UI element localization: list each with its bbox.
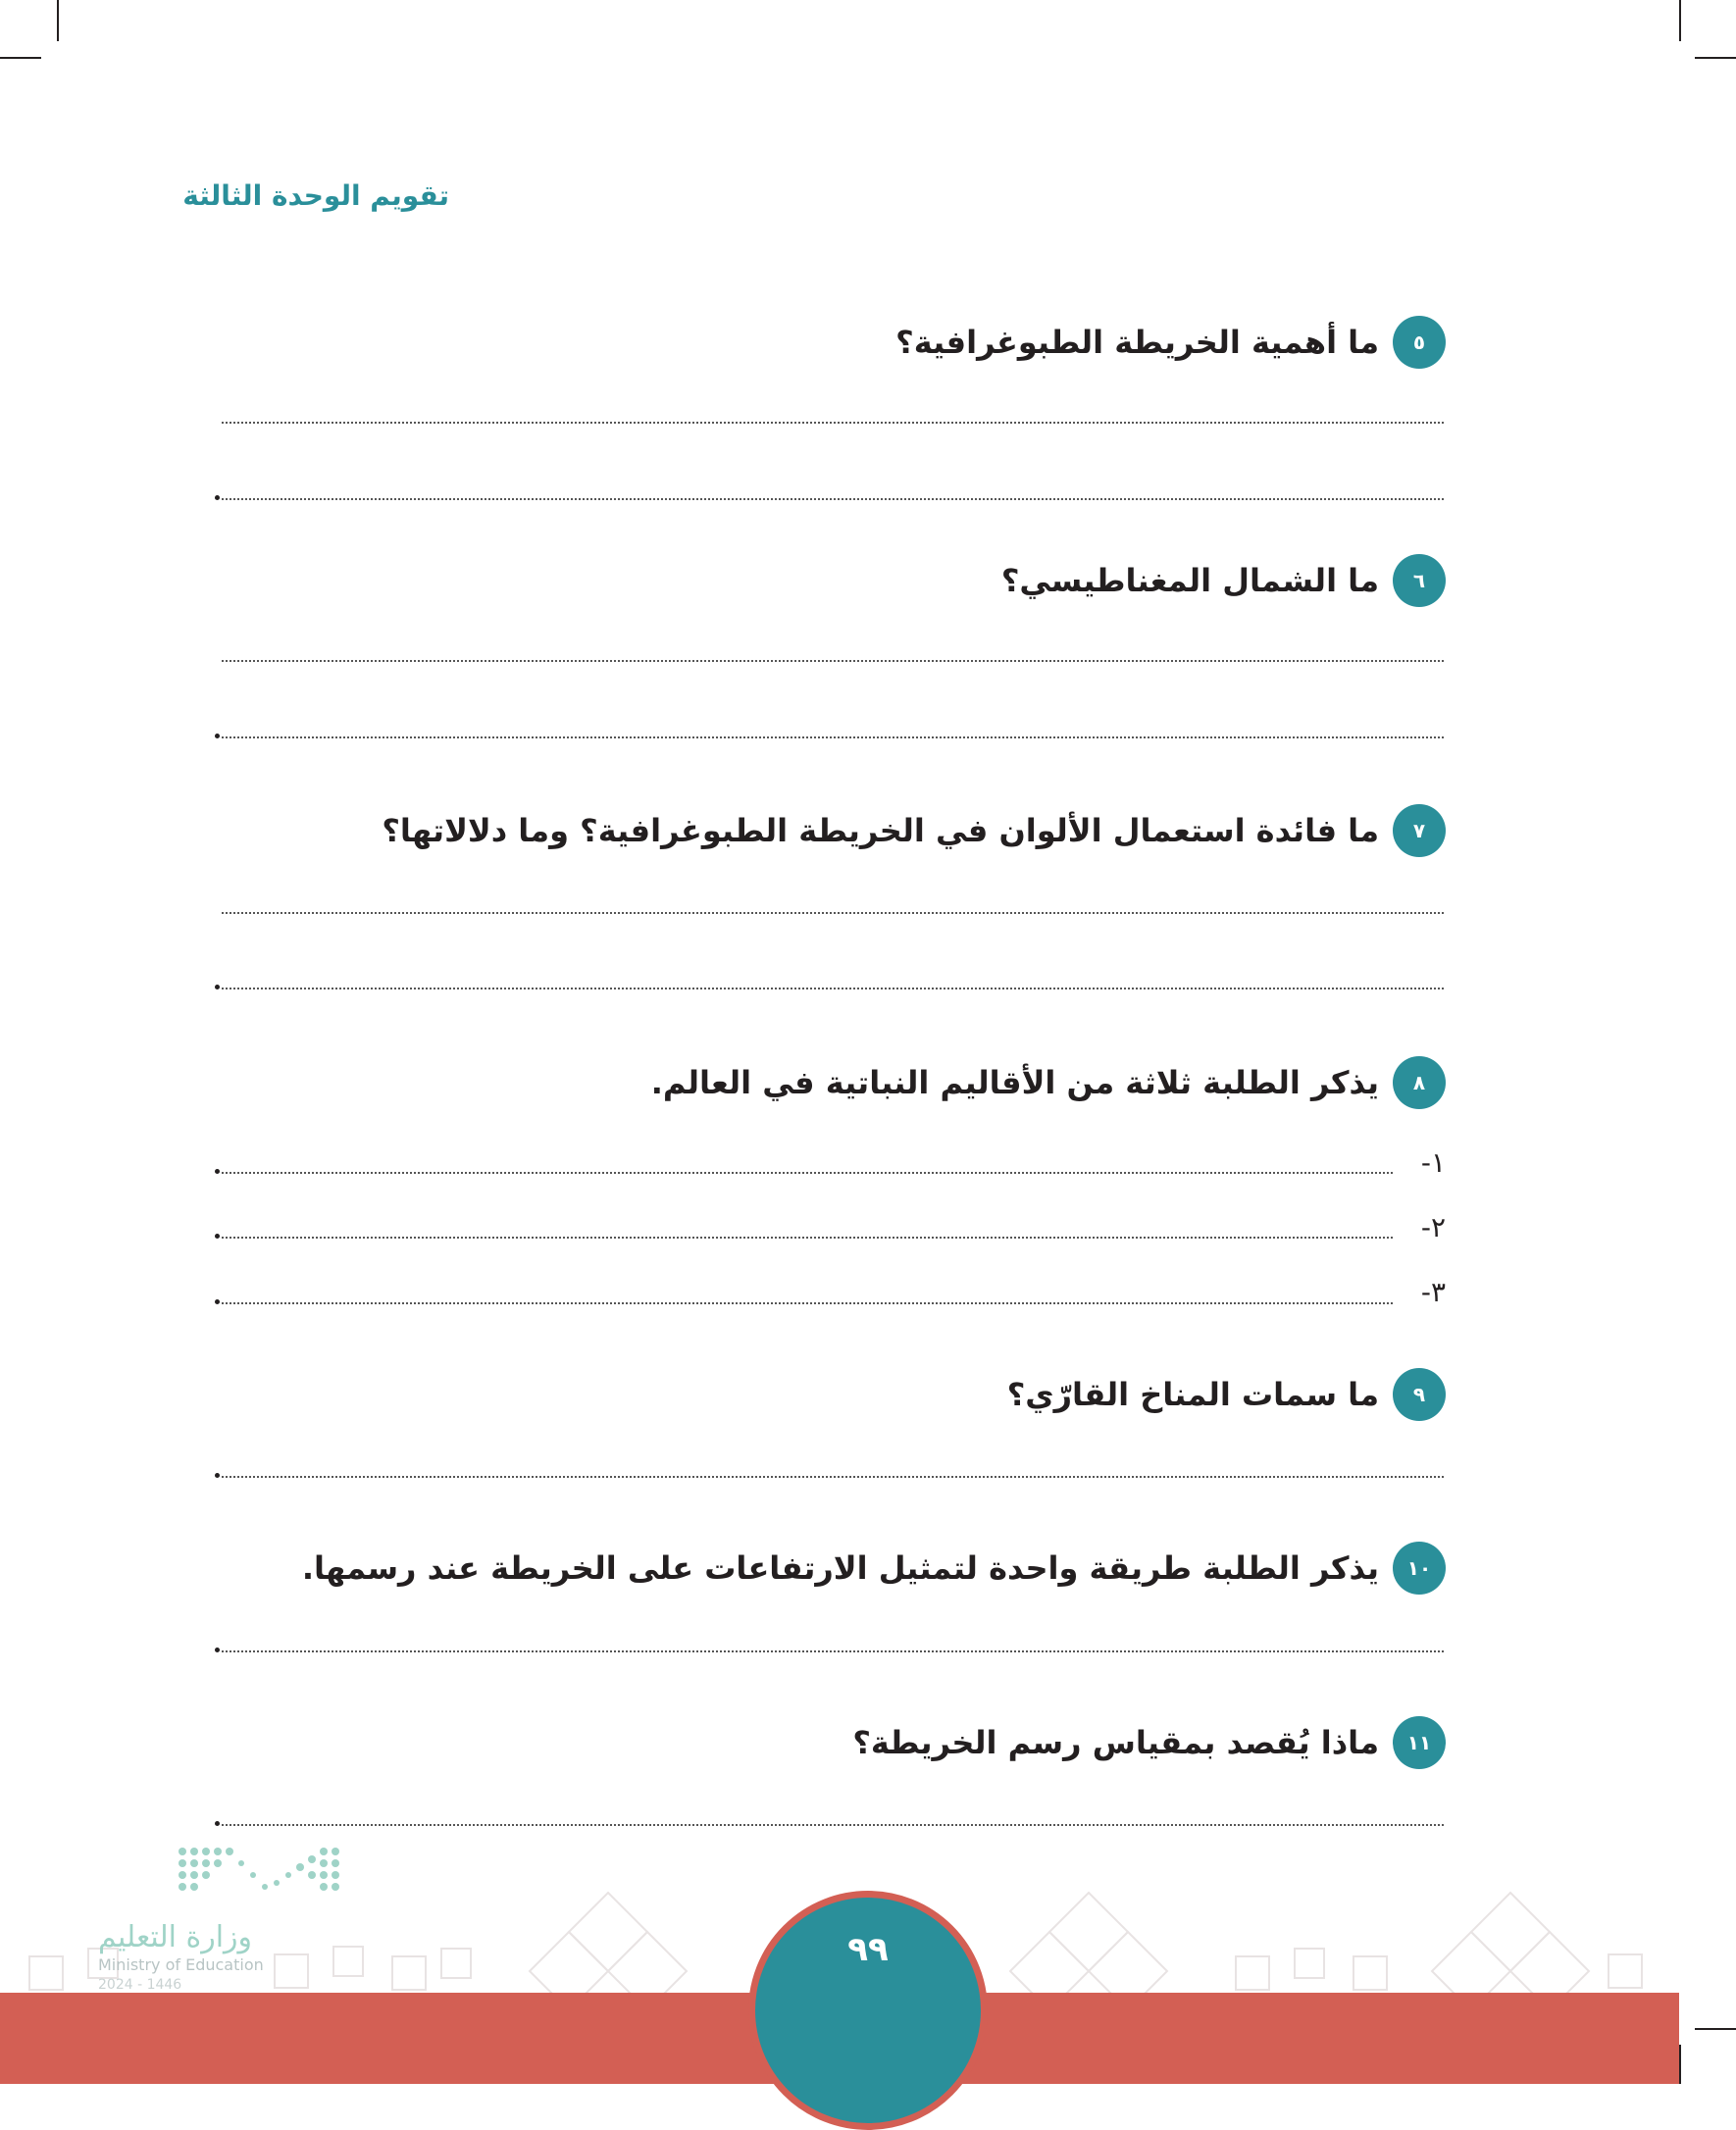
unit-title: تقويم الوحدة الثالثة [182,179,449,212]
question-text: يذكر الطلبة طريقة واحدة لتمثيل الارتفاعات على الخريطة عند رسمها. [301,1549,1379,1587]
answer-line[interactable] [222,1172,1393,1174]
question-number-badge: ١٠ [1393,1542,1446,1595]
crop-mark [57,0,59,41]
crop-mark [1679,2045,1681,2084]
crop-mark [1695,57,1736,59]
question-number-badge: ٧ [1393,804,1446,857]
answer-line[interactable] [222,498,1444,500]
question-6 [1001,554,1446,607]
ministry-year: 2024 - 1446 [98,1977,182,1993]
question-8 [651,1056,1446,1109]
answer-line[interactable] [222,1824,1444,1826]
question-11 [852,1716,1446,1769]
list-item-number: ٢- [1420,1211,1446,1243]
answer-line[interactable] [222,1237,1393,1239]
question-number-badge: ٩ [1393,1368,1446,1421]
question-number-badge: ٦ [1393,554,1446,607]
answer-line[interactable] [222,422,1444,424]
question-number-badge: ١١ [1393,1716,1446,1769]
answer-line[interactable] [222,988,1444,989]
question-number-badge: ٥ [1393,316,1446,369]
list-item-number: ١- [1420,1146,1446,1179]
page-number-circle [748,1891,988,2130]
list-item-number: ٣- [1420,1276,1446,1308]
answer-line[interactable] [222,660,1444,662]
question-text: ماذا يُقصد بمقياس رسم الخريطة؟ [852,1724,1379,1761]
question-5 [895,316,1446,369]
question-number-badge: ٨ [1393,1056,1446,1109]
answer-line[interactable] [222,1476,1444,1478]
answer-line[interactable] [222,912,1444,914]
question-text: ما الشمال المغناطيسي؟ [1000,562,1379,599]
ministry-name-arabic: وزارة التعليم [98,1920,253,1954]
answer-line[interactable] [222,736,1444,738]
crop-mark [1679,0,1681,41]
question-text: ما فائدة استعمال الألوان في الخريطة الطبوغرافية؟ وما دلالاتها؟ [382,812,1379,849]
answer-line[interactable] [222,1302,1393,1304]
ministry-name-english: Ministry of Education [98,1955,264,1974]
question-text: ما أهمية الخريطة الطبوغرافية؟ [895,324,1379,361]
answer-line[interactable] [222,1650,1444,1652]
crop-mark [1695,2028,1736,2030]
crop-mark [0,57,41,59]
question-10 [302,1542,1446,1595]
question-text: ما سمات المناخ القارّي؟ [1006,1376,1379,1413]
question-9 [1007,1368,1446,1421]
page-number: ٩٩ [847,1930,889,1969]
question-text: يذكر الطلبة ثلاثة من الأقاليم النباتية في العالم. [650,1064,1379,1101]
question-7 [382,804,1446,857]
